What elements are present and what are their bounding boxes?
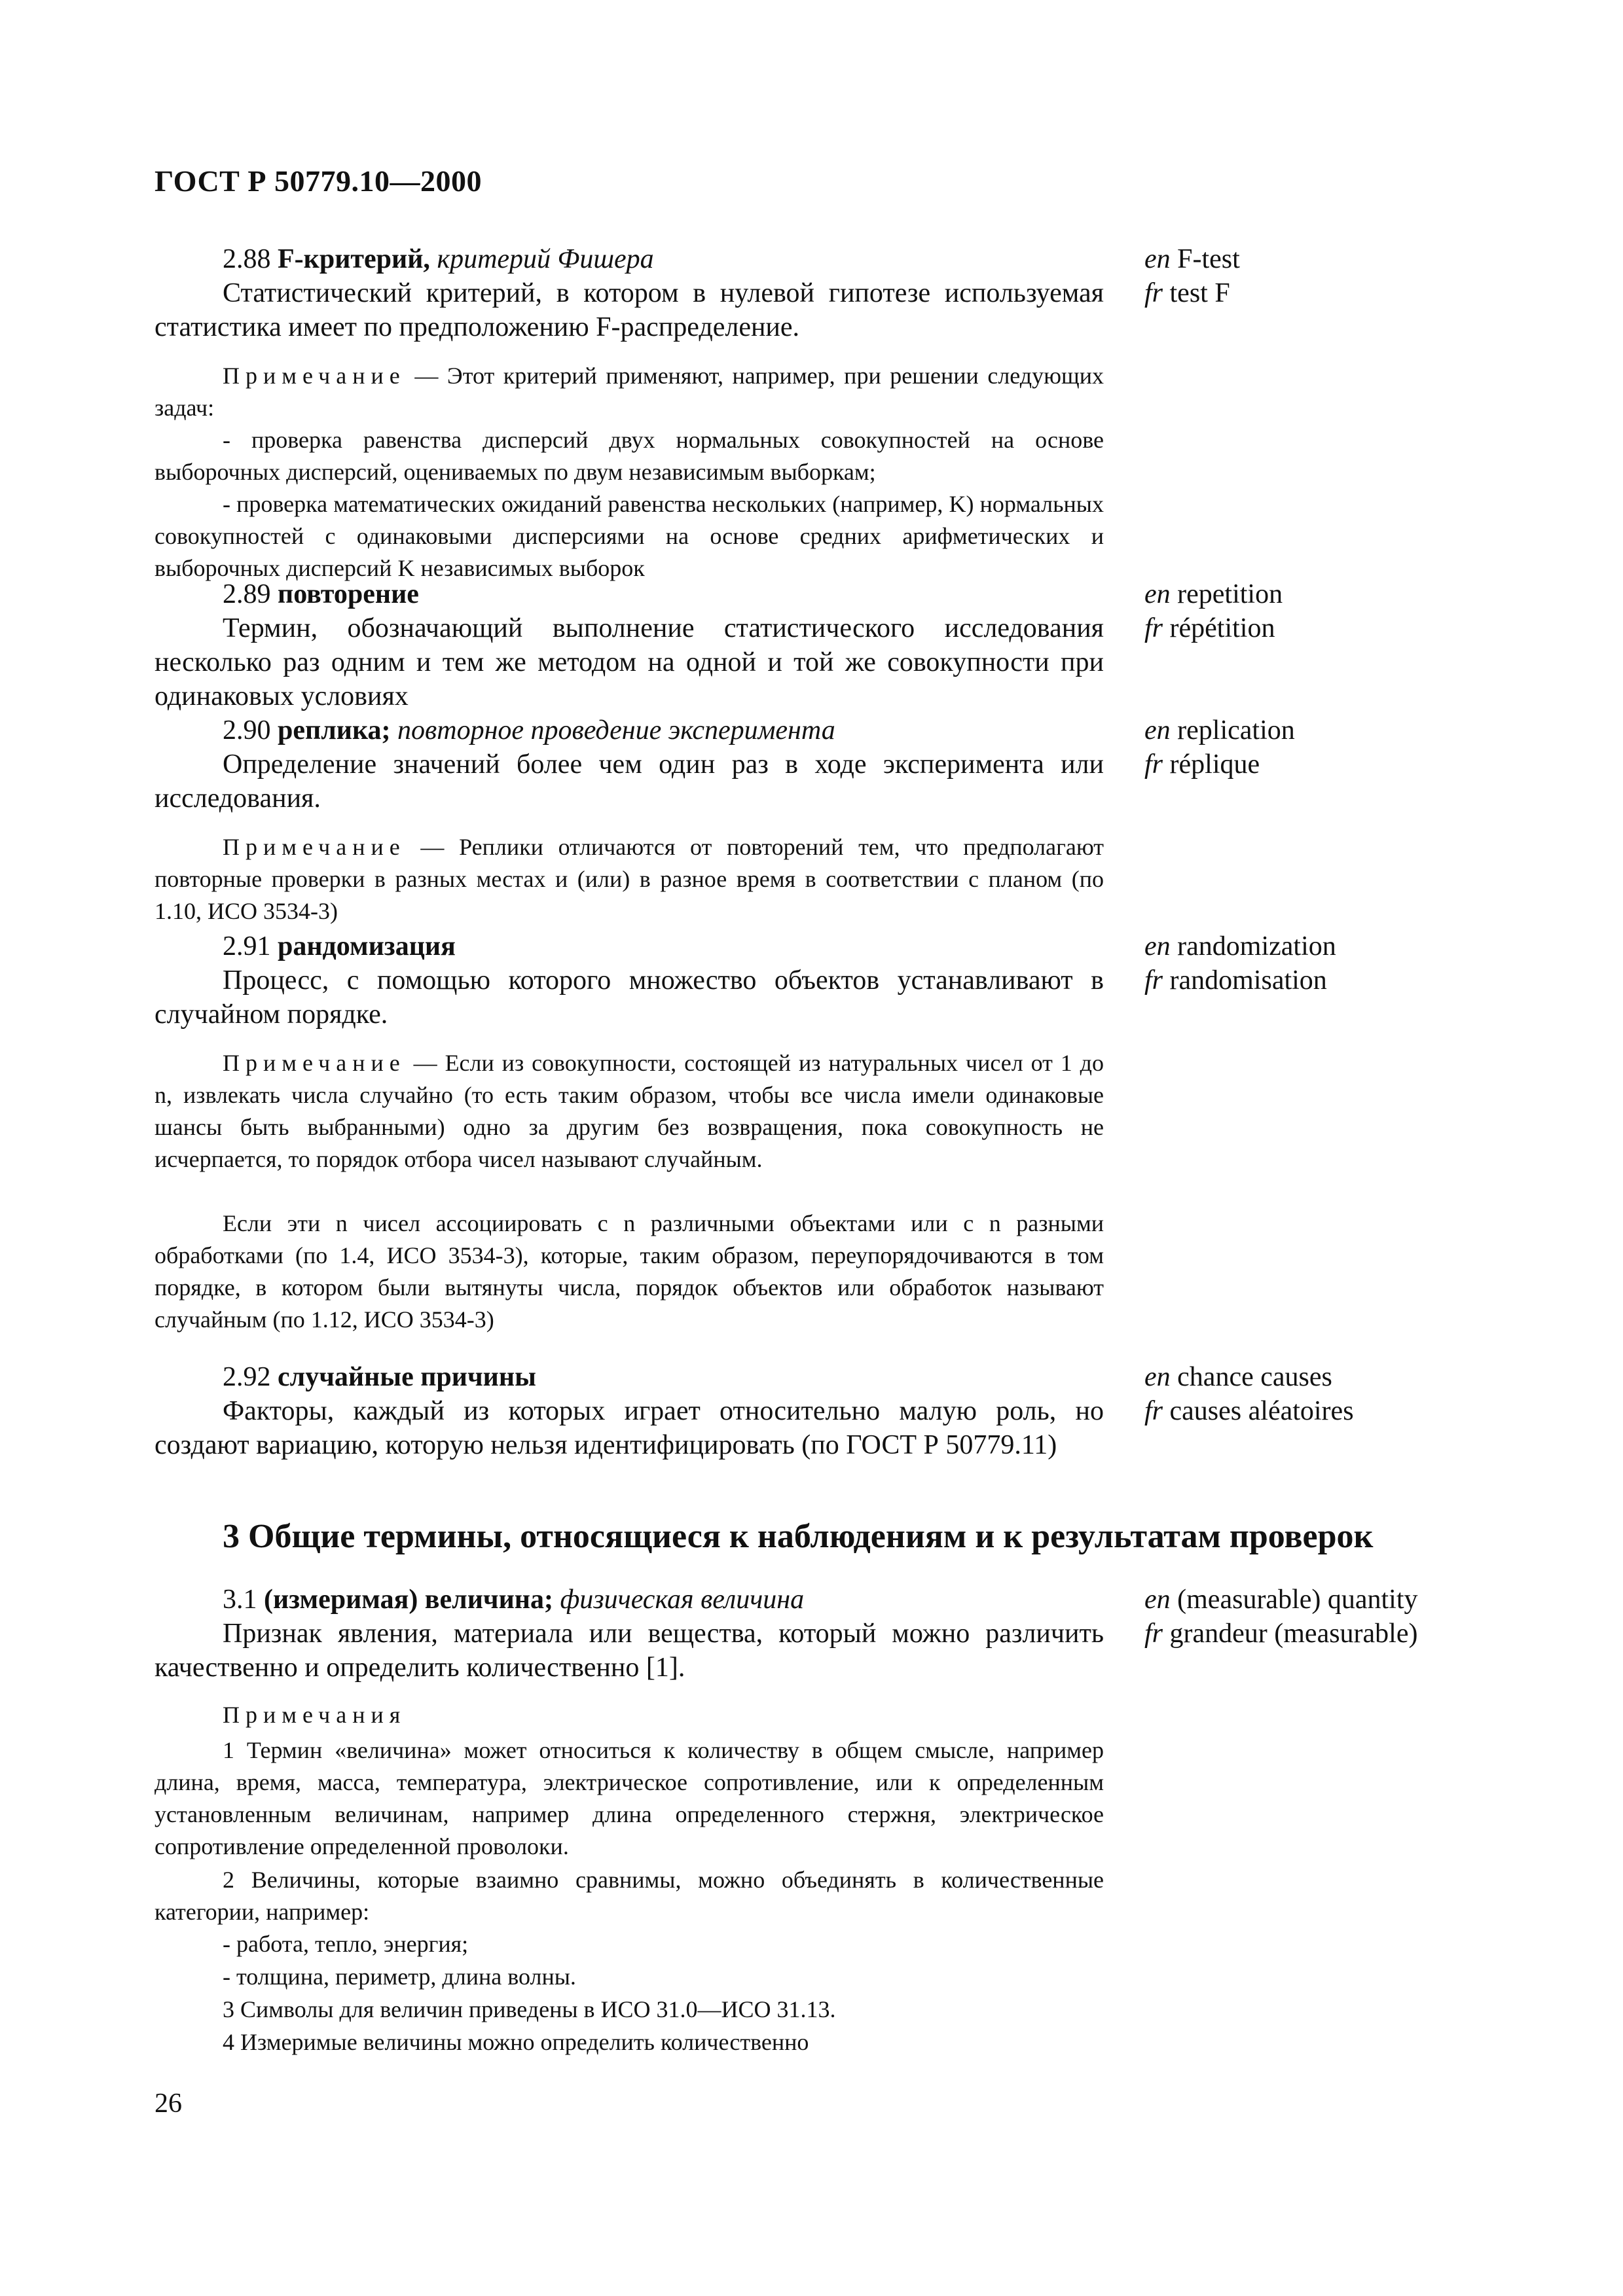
- lang-fr: fr: [1144, 1619, 1163, 1649]
- term-name: случайные причины: [278, 1362, 536, 1392]
- lang-en: en: [1144, 1585, 1171, 1615]
- lang-fr: fr: [1144, 965, 1163, 996]
- note-2-item: - толщина, периметр, длина волны.: [223, 1964, 576, 1990]
- term-equivalents: [1144, 1360, 1498, 1428]
- term-number: 2.88: [223, 244, 278, 274]
- lang-fr: fr: [1144, 613, 1163, 643]
- term-synonym: повторное проведение эксперимента: [390, 715, 835, 745]
- lang-en: en: [1144, 244, 1171, 274]
- term-number: 2.91: [223, 931, 278, 961]
- note-item: - проверка математических ожиданий равенства нескольких (например, K) нормальных совокупностей с одинаковыми дисперсиями на основе средних арифметических и выборочных дисперсий K независимых выборок: [155, 491, 1104, 581]
- term-definition: Процесс, с помощью которого множество объектов устанавливают в случайном порядке.: [155, 965, 1104, 1030]
- document-header: ГОСТ Р 50779.10—2000: [155, 164, 482, 198]
- term-fr: répétition: [1163, 613, 1275, 643]
- term-heading: [155, 1360, 1104, 1394]
- term-note: Примечание — Если из совокупности, состоящей из натуральных чисел от 1 до n, извлекать числа случайно (то есть таким образом, чтобы все числа имели одинаковые шансы быть выбранными) одно за другим без возвращения, пока совокупность не исчерпается, то порядок отбора чисел называют случайным.: [155, 1050, 1104, 1172]
- lang-en: en: [1144, 715, 1171, 745]
- term-fr: réplique: [1163, 749, 1260, 780]
- lang-fr: fr: [1144, 278, 1163, 308]
- term-fr: causes aléatoires: [1163, 1396, 1354, 1426]
- term-synonym: физическая величина: [553, 1585, 805, 1615]
- note-2: 2 Величины, которые взаимно сравнимы, можно объединять в количественные категории, например:: [155, 1867, 1104, 1925]
- section-title: 3 Общие термины, относящиеся к наблюдениям и к результатам проверок: [223, 1518, 1374, 1555]
- note-label: Примечание: [223, 834, 406, 860]
- term-equivalents: [1144, 713, 1498, 781]
- lang-en: en: [1144, 1362, 1171, 1392]
- lang-fr: fr: [1144, 749, 1163, 780]
- term-definition: Признак явления, материала или вещества, который можно различить качественно и определить количественно [1].: [155, 1619, 1104, 1683]
- lang-fr: fr: [1144, 1396, 1163, 1426]
- term-body: [155, 929, 1104, 1031]
- note-3: 3 Символы для величин приведены в ИСО 31.0—ИСО 31.13.: [223, 1996, 836, 2022]
- note-text: Если из совокупности, состоящей из натуральных чисел от 1 до n, извлекать числа случайно (то есть таким образом, чтобы все числа имели одинаковые шансы быть выбранными) одно за другим без возвращения, пока совокупность не исчерпается, то порядок отбора чисел называют случайным.: [155, 1050, 1104, 1172]
- term-en: replication: [1170, 715, 1295, 745]
- term-name: реплика;: [278, 715, 391, 745]
- term-en: repetition: [1170, 579, 1283, 609]
- note-text: Реплики отличаются от повторений тем, что предполагают повторные проверки в разных местах и (или) в разное время в соответствии с планом (по 1.10, ИСО 3534-3): [155, 834, 1104, 924]
- term-name: рандомизация: [278, 931, 456, 961]
- term-synonym: критерий Фишера: [429, 244, 654, 274]
- term-en: (measurable) quantity: [1170, 1585, 1418, 1615]
- lang-en: en: [1144, 579, 1171, 609]
- notes-title: Примечания: [223, 1702, 407, 1728]
- term-heading: [155, 577, 1104, 611]
- term-body: [155, 1583, 1104, 1685]
- term-fr: randomisation: [1163, 965, 1327, 996]
- term-body: [155, 577, 1104, 713]
- term-name: F-критерий,: [278, 244, 430, 274]
- page-number: 26: [155, 2089, 182, 2119]
- note-label: Примечание: [223, 363, 406, 389]
- term-en: randomization: [1170, 931, 1336, 961]
- term-fr: test F: [1163, 278, 1230, 308]
- term-body: [155, 713, 1104, 816]
- note-item: - проверка равенства дисперсий двух нормальных совокупностей на основе выборочных дисперсий, оцениваемых по двум независимым выборкам;: [155, 427, 1104, 485]
- lang-en: en: [1144, 931, 1171, 961]
- term-fr: grandeur (measurable): [1163, 1619, 1418, 1649]
- term-heading: [155, 929, 1104, 963]
- note-1: 1 Термин «величина» может относиться к количеству в общем смысле, например длина, время, масса, температура, электрическое сопротивление, или к определенным установленным величинам, например длина определенного стержня, электрическое сопротивление определенной проволоки.: [155, 1737, 1104, 1859]
- term-heading: [155, 1583, 1104, 1617]
- note-4: 4 Измеримые величины можно определить количественно: [223, 2029, 809, 2055]
- term-definition: Термин, обозначающий выполнение статистического исследования несколько раз одним и тем же методом на одной и той же совокупности при одинаковых условиях: [155, 613, 1104, 711]
- term-body: [155, 242, 1104, 344]
- note-2-item: - работа, тепло, энергия;: [223, 1931, 469, 1957]
- term-heading: [155, 242, 1104, 276]
- term-definition: Статистический критерий, в котором в нулевой гипотезе используемая статистика имеет по предположению F-распределение.: [155, 278, 1104, 342]
- term-note: Примечание — Реплики отличаются от повторений тем, что предполагают повторные проверки в разных местах и (или) в разное время в соответствии с планом (по 1.10, ИСО 3534-3): [155, 834, 1104, 924]
- term-en: chance causes: [1170, 1362, 1332, 1392]
- note-label: Примечание: [223, 1050, 406, 1076]
- term-equivalents: [1144, 242, 1498, 310]
- term-equivalents: [1144, 577, 1498, 645]
- term-definition: Факторы, каждый из которых играет относительно малую роль, но создают вариацию, которую нельзя идентифицировать (по ГОСТ Р 50779.11): [155, 1396, 1104, 1460]
- term-heading: [155, 713, 1104, 747]
- term-definition: Определение значений более чем один раз в ходе эксперимента или исследования.: [155, 749, 1104, 814]
- term-number: 2.89: [223, 579, 278, 609]
- term-name: (измеримая) величина;: [264, 1585, 553, 1615]
- term-number: 2.92: [223, 1362, 278, 1392]
- term-note: Примечание — Этот критерий применяют, например, при решении следующих задач:: [155, 363, 1104, 421]
- term-equivalents: [1144, 929, 1498, 997]
- term-number: 2.90: [223, 715, 278, 745]
- note-text: Этот критерий применяют, например, при решении следующих задач:: [155, 363, 1104, 421]
- term-en: F-test: [1170, 244, 1240, 274]
- term-body: [155, 1360, 1104, 1462]
- term-equivalents: [1144, 1583, 1498, 1651]
- term-name: повторение: [278, 579, 419, 609]
- note-paragraph: Если эти n чисел ассоциировать с n различными объектами или с n разными обработками (по 1.4, ИСО 3534-3), которые, таким образом, переупорядочиваются в том порядке, в котором были вытянуты числа, порядок объектов или обработок называют случайным (по 1.12, ИСО 3534-3): [155, 1210, 1104, 1333]
- term-number: 3.1: [223, 1585, 264, 1615]
